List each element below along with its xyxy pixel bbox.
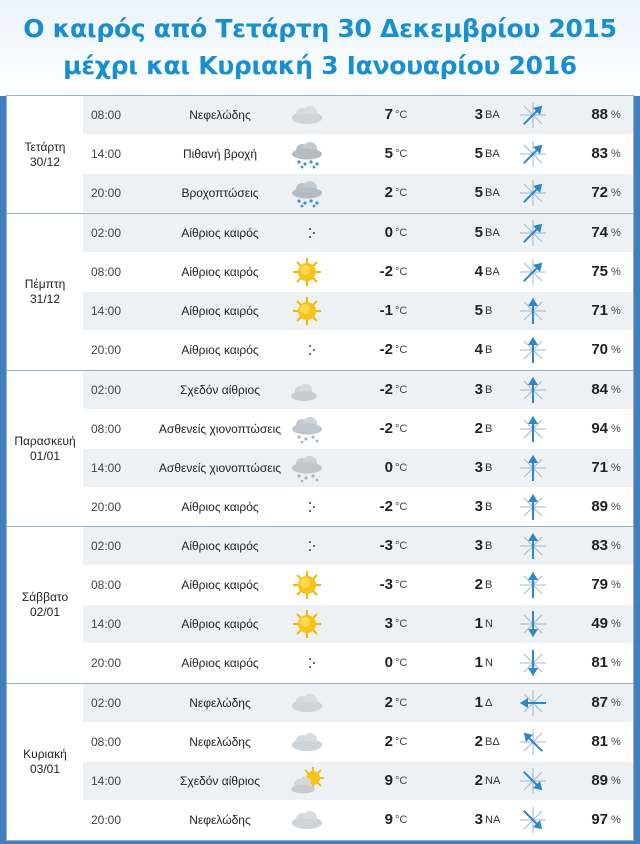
forecast-condition: Βροχοπτώσεις — [181, 186, 259, 200]
humidity-unit: % — [611, 344, 621, 356]
wind-direction: Β — [485, 344, 493, 356]
humidity-unit: % — [611, 501, 621, 513]
humidity-unit: % — [611, 814, 621, 826]
temperature-unit: °C — [395, 423, 408, 435]
forecast-temperature: 9 — [384, 772, 393, 789]
forecast-row — [83, 644, 633, 682]
forecast-time: 08:00 — [91, 578, 122, 592]
temperature-unit: °C — [395, 109, 408, 121]
wind-speed: 3 — [474, 106, 483, 123]
day-name: Παρασκευή — [14, 434, 76, 448]
forecast-time: 02:00 — [91, 226, 122, 240]
forecast-time: 08:00 — [91, 108, 122, 122]
wind-direction: ΝΑ — [485, 775, 501, 787]
forecast-time: 20:00 — [91, 186, 122, 200]
forecast-temperature: 0 — [384, 459, 393, 476]
wind-arrow-icon — [515, 644, 551, 682]
humidity-value: 84 — [591, 381, 608, 398]
snow-cloud-icon — [287, 410, 327, 448]
humidity-value: 89 — [591, 772, 608, 789]
wind-direction: ΒΑ — [485, 148, 500, 160]
wind-speed: 1 — [474, 654, 483, 671]
forecast-temperature: -2 — [379, 420, 393, 437]
day-block — [6, 526, 634, 684]
temperature-unit: °C — [395, 618, 408, 630]
forecast-condition: Αίθριος καιρός — [181, 617, 259, 631]
cloud-moon-icon — [287, 371, 327, 409]
humidity-unit: % — [611, 657, 621, 669]
forecast-temperature: -3 — [379, 537, 393, 554]
humidity-unit: % — [611, 697, 621, 709]
moon-icon — [287, 527, 327, 565]
wind-speed: 1 — [474, 694, 483, 711]
wind-arrow-icon — [515, 684, 551, 722]
temperature-unit: °C — [395, 540, 408, 552]
page-header — [0, 0, 640, 96]
humidity-value: 74 — [591, 224, 608, 241]
humidity-unit: % — [611, 462, 621, 474]
cloud-icon — [287, 96, 327, 134]
wind-arrow-icon — [515, 762, 551, 800]
forecast-time: 14:00 — [91, 461, 122, 475]
forecast-condition: Αίθριος καιρός — [181, 656, 259, 670]
forecast-temperature: -3 — [379, 576, 393, 593]
forecast-temperature: 7 — [384, 106, 393, 123]
wind-direction: ΒΔ — [485, 736, 500, 748]
forecast-time: 20:00 — [91, 656, 122, 670]
forecast-time: 02:00 — [91, 539, 122, 553]
wind-arrow-icon — [515, 527, 551, 565]
temperature-unit: °C — [395, 344, 408, 356]
wind-direction: Β — [485, 579, 493, 591]
humidity-unit: % — [611, 227, 621, 239]
forecast-row — [83, 684, 633, 722]
forecast-temperature: 0 — [384, 224, 393, 241]
forecast-condition: Ασθενείς χιονοπτώσεις — [158, 422, 282, 436]
day-block — [6, 213, 634, 371]
forecast-time: 20:00 — [91, 343, 122, 357]
cloud-icon — [287, 684, 327, 722]
wind-arrow-icon — [515, 488, 551, 526]
forecast-row — [83, 801, 633, 839]
forecast-temperature: 0 — [384, 654, 393, 671]
humidity-unit: % — [611, 109, 621, 121]
wind-speed: 5 — [474, 224, 483, 241]
wind-arrow-icon — [515, 449, 551, 487]
humidity-value: 87 — [591, 694, 608, 711]
humidity-unit: % — [611, 540, 621, 552]
wind-arrow-icon — [515, 566, 551, 604]
forecast-condition: Αίθριος καιρός — [181, 226, 259, 240]
rain-cloud-icon — [287, 174, 327, 212]
day-name: Τετάρτη — [24, 139, 66, 154]
temperature-unit: °C — [395, 501, 408, 513]
humidity-unit: % — [611, 148, 621, 160]
page-title-line-2: μέχρι και Κυριακή 3 Ιανουαρίου 2016 — [63, 51, 577, 80]
wind-speed: 2 — [474, 733, 483, 750]
snow-cloud-icon — [287, 449, 327, 487]
humidity-value: 72 — [591, 184, 608, 201]
forecast-time: 14:00 — [91, 304, 122, 318]
day-date: 30/12 — [29, 154, 61, 169]
temperature-unit: °C — [395, 697, 408, 709]
wind-speed: 4 — [474, 263, 483, 280]
day-label — [7, 527, 83, 683]
cloud-icon — [287, 801, 327, 839]
wind-arrow-icon — [515, 331, 551, 369]
forecast-row — [83, 488, 633, 526]
forecast-condition: Νεφελώδης — [189, 735, 251, 749]
forecast-temperature: 5 — [384, 145, 393, 162]
forecast-temperature: 2 — [384, 733, 393, 750]
forecast-row — [83, 292, 633, 330]
humidity-value: 79 — [591, 576, 608, 593]
wind-speed: 5 — [474, 184, 483, 201]
wind-direction: Ν — [485, 657, 493, 669]
forecast-row — [83, 527, 633, 565]
wind-speed: 5 — [474, 145, 483, 162]
wind-arrow-icon — [515, 723, 551, 761]
wind-arrow-icon — [515, 96, 551, 134]
forecast-condition: Ασθενείς χιονοπτώσεις — [158, 461, 282, 475]
wind-direction: Β — [485, 305, 493, 317]
day-name: Κυριακή — [23, 747, 67, 761]
forecast-time: 14:00 — [91, 617, 122, 631]
forecast-condition: Σχεδόν αίθριος — [180, 383, 260, 397]
forecast-time: 08:00 — [91, 265, 122, 279]
wind-direction: Β — [485, 462, 493, 474]
humidity-value: 94 — [591, 420, 608, 437]
forecast-temperature: -1 — [379, 302, 393, 319]
wind-speed: 5 — [474, 302, 483, 319]
forecast-time: 02:00 — [91, 696, 122, 710]
wind-arrow-icon — [515, 135, 551, 173]
temperature-unit: °C — [395, 579, 408, 591]
humidity-value: 83 — [591, 537, 608, 554]
forecast-time: 08:00 — [91, 735, 122, 749]
page-title-line-1: Ο καιρός από Τετάρτη 30 Δεκεμβρίου 2015 — [23, 14, 617, 43]
wind-direction: Ν — [485, 618, 493, 630]
forecast-temperature: -2 — [379, 498, 393, 515]
moon-icon — [287, 488, 327, 526]
day-label — [7, 96, 83, 213]
forecast-row — [83, 331, 633, 369]
forecast-row — [83, 605, 633, 643]
forecast-condition: Νεφελώδης — [189, 813, 251, 827]
forecast-temperature: 2 — [384, 184, 393, 201]
wind-arrow-icon — [515, 214, 551, 252]
forecast-row — [83, 449, 633, 487]
forecast-condition: Πιθανή βροχή — [182, 147, 257, 161]
day-block — [6, 683, 634, 841]
day-date: 01/01 — [29, 449, 61, 463]
wind-direction: Β — [485, 501, 493, 513]
humidity-value: 88 — [591, 106, 608, 123]
humidity-value: 71 — [591, 302, 608, 319]
humidity-value: 83 — [591, 145, 608, 162]
wind-speed: 2 — [474, 420, 483, 437]
day-label — [7, 214, 83, 370]
humidity-unit: % — [611, 775, 621, 787]
sun-icon — [287, 566, 327, 604]
day-name: Σάββατο — [21, 590, 69, 604]
forecast-temperature: 3 — [384, 615, 393, 632]
moon-icon — [287, 331, 327, 369]
forecast-condition: Αίθριος καιρός — [181, 265, 259, 279]
rain-cloud-icon — [287, 135, 327, 173]
moon-icon — [287, 644, 327, 682]
wind-direction: Β — [485, 423, 493, 435]
temperature-unit: °C — [395, 462, 408, 474]
wind-arrow-icon — [515, 292, 551, 330]
wind-arrow-icon — [515, 253, 551, 291]
forecast-row — [83, 566, 633, 604]
forecast-row — [83, 762, 633, 800]
forecast-row — [83, 174, 633, 212]
wind-arrow-icon — [515, 605, 551, 643]
forecast-row — [83, 253, 633, 291]
moon-icon — [287, 214, 327, 252]
forecast-condition: Σχεδόν αίθριος — [180, 774, 260, 788]
sun-icon — [287, 605, 327, 643]
temperature-unit: °C — [395, 814, 408, 826]
day-date: 02/01 — [29, 605, 61, 619]
sun-icon — [287, 253, 327, 291]
forecast-condition: Αίθριος καιρός — [181, 500, 259, 514]
forecast-row — [83, 96, 633, 134]
cloud-sun-icon — [287, 762, 327, 800]
temperature-unit: °C — [395, 384, 408, 396]
cloud-icon — [287, 723, 327, 761]
wind-arrow-icon — [515, 371, 551, 409]
temperature-unit: °C — [395, 266, 408, 278]
day-block — [6, 95, 634, 214]
wind-speed: 3 — [474, 537, 483, 554]
forecast-condition: Νεφελώδης — [189, 696, 251, 710]
humidity-value: 81 — [591, 654, 608, 671]
humidity-unit: % — [611, 305, 621, 317]
forecast-temperature: -2 — [379, 381, 393, 398]
humidity-value: 81 — [591, 733, 608, 750]
day-date: 31/12 — [29, 292, 61, 306]
forecast-time: 08:00 — [91, 422, 122, 436]
forecast-row — [83, 371, 633, 409]
wind-speed: 3 — [474, 811, 483, 828]
humidity-value: 49 — [591, 615, 608, 632]
humidity-unit: % — [611, 187, 621, 199]
wind-speed: 4 — [474, 341, 483, 358]
forecast-condition: Αίθριος καιρός — [181, 539, 259, 553]
forecast-temperature: -2 — [379, 341, 393, 358]
humidity-value: 89 — [591, 498, 608, 515]
forecast-row — [83, 214, 633, 252]
day-block — [6, 370, 634, 528]
forecast-time: 14:00 — [91, 774, 122, 788]
temperature-unit: °C — [395, 227, 408, 239]
wind-speed: 3 — [474, 381, 483, 398]
wind-direction: ΝΑ — [485, 814, 501, 826]
wind-direction: Δ — [485, 697, 493, 709]
temperature-unit: °C — [395, 736, 408, 748]
wind-direction: Β — [485, 540, 493, 552]
humidity-unit: % — [611, 423, 621, 435]
wind-speed: 2 — [474, 576, 483, 593]
forecast-condition: Αίθριος καιρός — [181, 343, 259, 357]
wind-direction: ΒΑ — [485, 187, 500, 199]
humidity-unit: % — [611, 618, 621, 630]
day-date: 03/01 — [29, 762, 61, 776]
wind-direction: ΒΑ — [485, 109, 500, 121]
humidity-value: 71 — [591, 459, 608, 476]
wind-direction: ΒΑ — [485, 227, 500, 239]
temperature-unit: °C — [395, 657, 408, 669]
day-label — [7, 371, 83, 527]
forecast-row — [83, 135, 633, 173]
forecast-temperature: 9 — [384, 811, 393, 828]
day-label — [7, 684, 83, 840]
forecast-condition: Αίθριος καιρός — [181, 578, 259, 592]
wind-speed: 3 — [474, 459, 483, 476]
humidity-value: 75 — [591, 263, 608, 280]
forecast-time: 20:00 — [91, 500, 122, 514]
wind-speed: 1 — [474, 615, 483, 632]
wind-speed: 2 — [474, 772, 483, 789]
wind-direction: ΒΑ — [485, 266, 500, 278]
temperature-unit: °C — [395, 187, 408, 199]
temperature-unit: °C — [395, 775, 408, 787]
wind-arrow-icon — [515, 174, 551, 212]
humidity-value: 70 — [591, 341, 608, 358]
temperature-unit: °C — [395, 305, 408, 317]
wind-speed: 3 — [474, 498, 483, 515]
wind-direction: Β — [485, 384, 493, 396]
humidity-unit: % — [611, 736, 621, 748]
sun-icon — [287, 292, 327, 330]
wind-arrow-icon — [515, 410, 551, 448]
forecast-row — [83, 410, 633, 448]
forecast-time: 02:00 — [91, 383, 122, 397]
humidity-unit: % — [611, 266, 621, 278]
wind-arrow-icon — [515, 801, 551, 839]
forecast-time: 20:00 — [91, 813, 122, 827]
forecast-temperature: 2 — [384, 694, 393, 711]
humidity-unit: % — [611, 579, 621, 591]
forecast-temperature: -2 — [379, 263, 393, 280]
forecast-time: 14:00 — [91, 147, 122, 161]
forecast-condition: Νεφελώδης — [189, 108, 251, 122]
day-name: Πέμπτη — [24, 277, 66, 291]
forecast-row — [83, 723, 633, 761]
humidity-unit: % — [611, 384, 621, 396]
humidity-value: 97 — [591, 811, 608, 828]
temperature-unit: °C — [395, 148, 408, 160]
forecast-condition: Αίθριος καιρός — [181, 304, 259, 318]
